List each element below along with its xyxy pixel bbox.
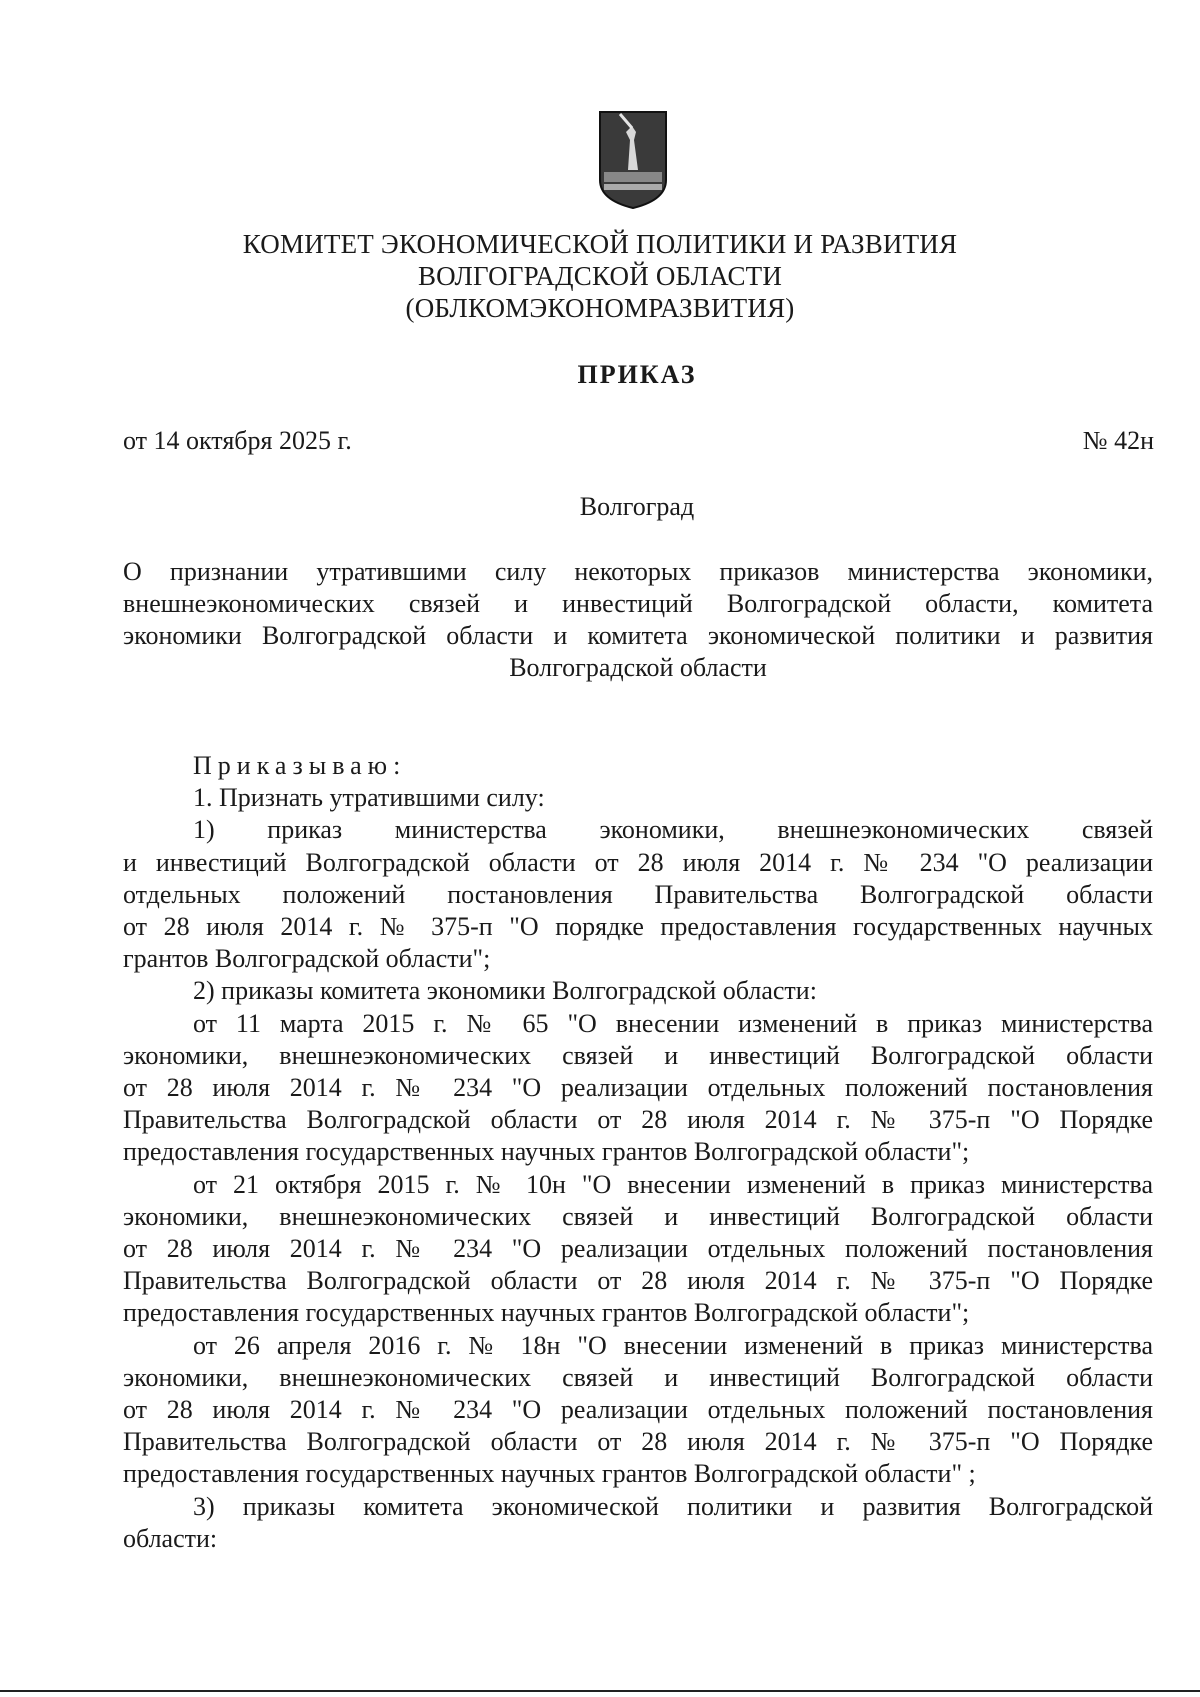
title-line: Волгоградской области [509,653,767,682]
body-line: области: [123,1523,218,1553]
body-line: Правительства Волгоградской области от 28 июля 2014 г. № 375-п "О Порядке [123,1427,1153,1457]
body-line: от 28 июля 2014 г. № 234 "О реализации отдельных положений постановления [123,1395,1153,1425]
body-line-order-word: Приказываю: [193,751,407,780]
title-line: О признании утратившими силу некоторых приказов министерства экономики, [123,557,1153,586]
body-line: предоставления государственных научных грантов Волгоградской области"; [123,1137,970,1167]
document-type: ПРИКАЗ [577,360,697,389]
body-line: 1) приказ министерства экономики, внешнеэкономических связей [193,815,1153,845]
body-line: 3) приказы комитета экономической политики и развития Волгоградской [193,1491,1153,1521]
body-line: от 28 июля 2014 г. № 234 "О реализации отдельных положений постановления [123,1234,1153,1264]
body-line: предоставления государственных научных грантов Волгоградской области"; [123,1298,970,1328]
organization-name-line1: КОМИТЕТ ЭКОНОМИЧЕСКОЙ ПОЛИТИКИ И РАЗВИТИЯ [242,229,958,259]
title-line: внешнеэкономических связей и инвестиций Волгоградской области, комитета [123,589,1153,618]
bottom-scan-edge-line [0,1690,1200,1692]
body-line: экономики, внешнеэкономических связей и инвестиций Волгоградской области [123,1040,1153,1070]
document-city: Волгоград [579,492,695,521]
organization-name-line2: ВОЛГОГРАДСКОЙ ОБЛАСТИ [417,261,783,291]
body-line: от 28 июля 2014 г. № 234 "О реализации отдельных положений постановления [123,1073,1153,1103]
document-number: № 42н [1082,426,1154,455]
coat-of-arms-emblem [598,110,668,210]
body-line: отдельных положений постановления Правительства Волгоградской области [123,879,1153,909]
body-line: и инвестиций Волгоградской области от 28 июля 2014 г. № 234 "О реализации [123,847,1153,877]
body-line: Правительства Волгоградской области от 28 июля 2014 г. № 375-п "О Порядке [123,1105,1153,1135]
body-line: от 28 июля 2014 г. № 375-п "О порядке предоставления государственных научных [123,912,1153,942]
organization-abbreviation: (ОБЛКОМЭКОНОМРАЗВИТИЯ) [405,293,795,323]
body-line: от 11 марта 2015 г. № 65 "О внесении изменений в приказ министерства [193,1008,1153,1038]
document-body [123,750,1153,1555]
document-title [123,556,1153,684]
body-line: Правительства Волгоградской области от 28 июля 2014 г. № 375-п "О Порядке [123,1266,1153,1296]
body-line: 1. Признать утратившими силу: [193,783,545,813]
title-line: экономики Волгоградской области и комитета экономической политики и развития [123,621,1153,650]
body-line: от 21 октября 2015 г. № 10н "О внесении изменений в приказ министерства [193,1169,1153,1199]
body-line: экономики, внешнеэкономических связей и инвестиций Волгоградской области [123,1362,1153,1392]
body-line: предоставления государственных научных грантов Волгоградской области" ; [123,1459,976,1489]
body-line: экономики, внешнеэкономических связей и инвестиций Волгоградской области [123,1201,1153,1231]
organization-header [0,228,1200,324]
document-date: от 14 октября 2025 г. [123,426,352,455]
body-line: грантов Волгоградской области"; [123,944,491,974]
body-line: от 26 апреля 2016 г. № 18н "О внесении изменений в приказ министерства [193,1330,1153,1360]
body-line: 2) приказы комитета экономики Волгоградской области: [193,976,817,1006]
